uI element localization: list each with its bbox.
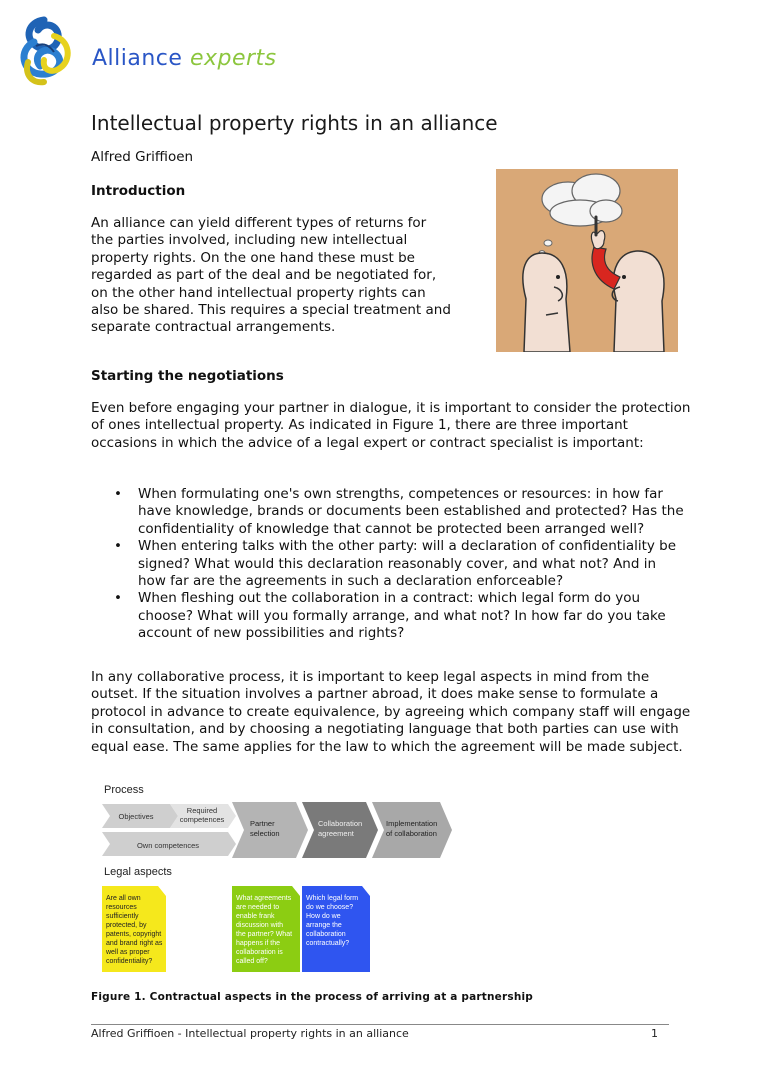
brand-title xyxy=(92,46,277,71)
list-item-text: When entering talks with the other party: will a declaration of confidentiality be signed? What would this declaration reasonably cover, and what not? And in how far are the agreements in such a declaration enforceable? xyxy=(138,538,677,590)
list-item-text: When formulating one's own strengths, competences or resources: in how far have knowledge, brands or documents been established and protected? Has the confidentiality of knowledge that cannot be protected been arranged well? xyxy=(138,486,684,537)
yellow-line: protected, by xyxy=(106,922,147,929)
green-line: discussion with xyxy=(236,922,284,929)
document-author: Alfred Griffioen xyxy=(91,149,194,165)
blue-line: contractually? xyxy=(306,940,350,947)
list-item xyxy=(114,590,684,642)
bullet-icon: • xyxy=(114,538,122,555)
figure-caption: Figure 1. Contractual aspects in the process of arriving at a partnership xyxy=(91,991,534,1003)
intro-paragraph: An alliance can yield different types of returns for the parties involved, including new intellectual property rights. On the one hand these must be regarded as part of the deal and be negotiated for, on the other hand intellectual property rights can also be shared. This requires a special treatment and separate contractual arrangements. xyxy=(91,215,451,336)
process-figure xyxy=(96,780,566,980)
process-label: Process xyxy=(104,784,144,796)
page-number: 1 xyxy=(651,1027,658,1040)
footer-text: Alfred Griffioen - Intellectual property rights in an alliance xyxy=(91,1027,409,1040)
yellow-line: resources xyxy=(106,904,137,911)
bullet-icon: • xyxy=(114,486,122,502)
brand-secondary: experts xyxy=(189,46,277,71)
yellow-line: patents, copyright xyxy=(106,931,162,938)
blue-line: Which legal form xyxy=(306,895,359,902)
brand-primary: Alliance xyxy=(92,46,183,71)
required-label-2: competences xyxy=(179,815,225,824)
blue-line: collaboration xyxy=(306,931,346,938)
yellow-line: well as proper xyxy=(106,949,150,956)
negotiations-heading: Starting the negotiations xyxy=(91,368,284,384)
yellow-line: Are all own xyxy=(106,895,141,902)
list-item-text: When fleshing out the collaboration in a contract: which legal form do you choose? What will you formally arrange, and what not? In how far do you take account of new possibilities and rights? xyxy=(138,590,666,642)
green-line: What agreements xyxy=(236,895,292,902)
green-line: happens if the xyxy=(236,940,280,947)
partner-label-1: Partner xyxy=(250,819,275,828)
blue-line: arrange the xyxy=(306,922,342,929)
collab-label-1: Collaboration xyxy=(318,819,363,828)
yellow-line: confidentiality? xyxy=(106,958,153,965)
impl-label-2: of collaboration xyxy=(386,829,437,838)
required-label-1: Required xyxy=(186,806,218,815)
green-line: called off? xyxy=(236,958,268,965)
legal-aspects-label: Legal aspects xyxy=(104,866,172,878)
green-line: collaboration is xyxy=(236,949,283,956)
green-line: the partner? What xyxy=(236,931,293,938)
yellow-line: sufficiently xyxy=(106,913,139,920)
collab-label-2: agreement xyxy=(318,829,354,838)
list-item xyxy=(114,486,684,538)
knot-logo xyxy=(14,16,78,88)
own-competences-label: Own competences xyxy=(136,841,200,850)
objectives-label: Objectives xyxy=(118,812,154,821)
green-line: are needed to xyxy=(236,904,280,911)
yellow-line: and brand right as xyxy=(106,940,163,947)
document-title: Intellectual property rights in an alliance xyxy=(91,111,498,135)
thinking-heads-illustration xyxy=(496,169,678,352)
occasions-list xyxy=(114,486,684,643)
blue-line: How do we xyxy=(306,913,341,920)
collaboration-paragraph: In any collaborative process, it is important to keep legal aspects in mind from the outset. If the situation involves a partner abroad, it does make sense to formulate a protocol in advance to create equivalence, by agreeing which company staff will engage in consultation, and by choosing a negotiating language that both parties can use with equal ease. The same applies for the law to which the agreement will be made subject. xyxy=(91,669,691,755)
footer-divider xyxy=(91,1024,669,1025)
list-item xyxy=(114,538,684,590)
bullet-icon: • xyxy=(114,590,122,607)
green-line: enable frank xyxy=(236,913,275,920)
impl-label-1: Implementation xyxy=(386,819,438,828)
intro-heading: Introduction xyxy=(91,183,186,199)
partner-label-2: selection xyxy=(250,829,280,838)
blue-line: do we choose? xyxy=(306,904,354,911)
negotiations-paragraph: Even before engaging your partner in dialogue, it is important to consider the protection of ones intellectual property. As indicated in Figure 1, there are three important occasions in which the advice of a legal expert or contract specialist is important: xyxy=(91,400,691,451)
